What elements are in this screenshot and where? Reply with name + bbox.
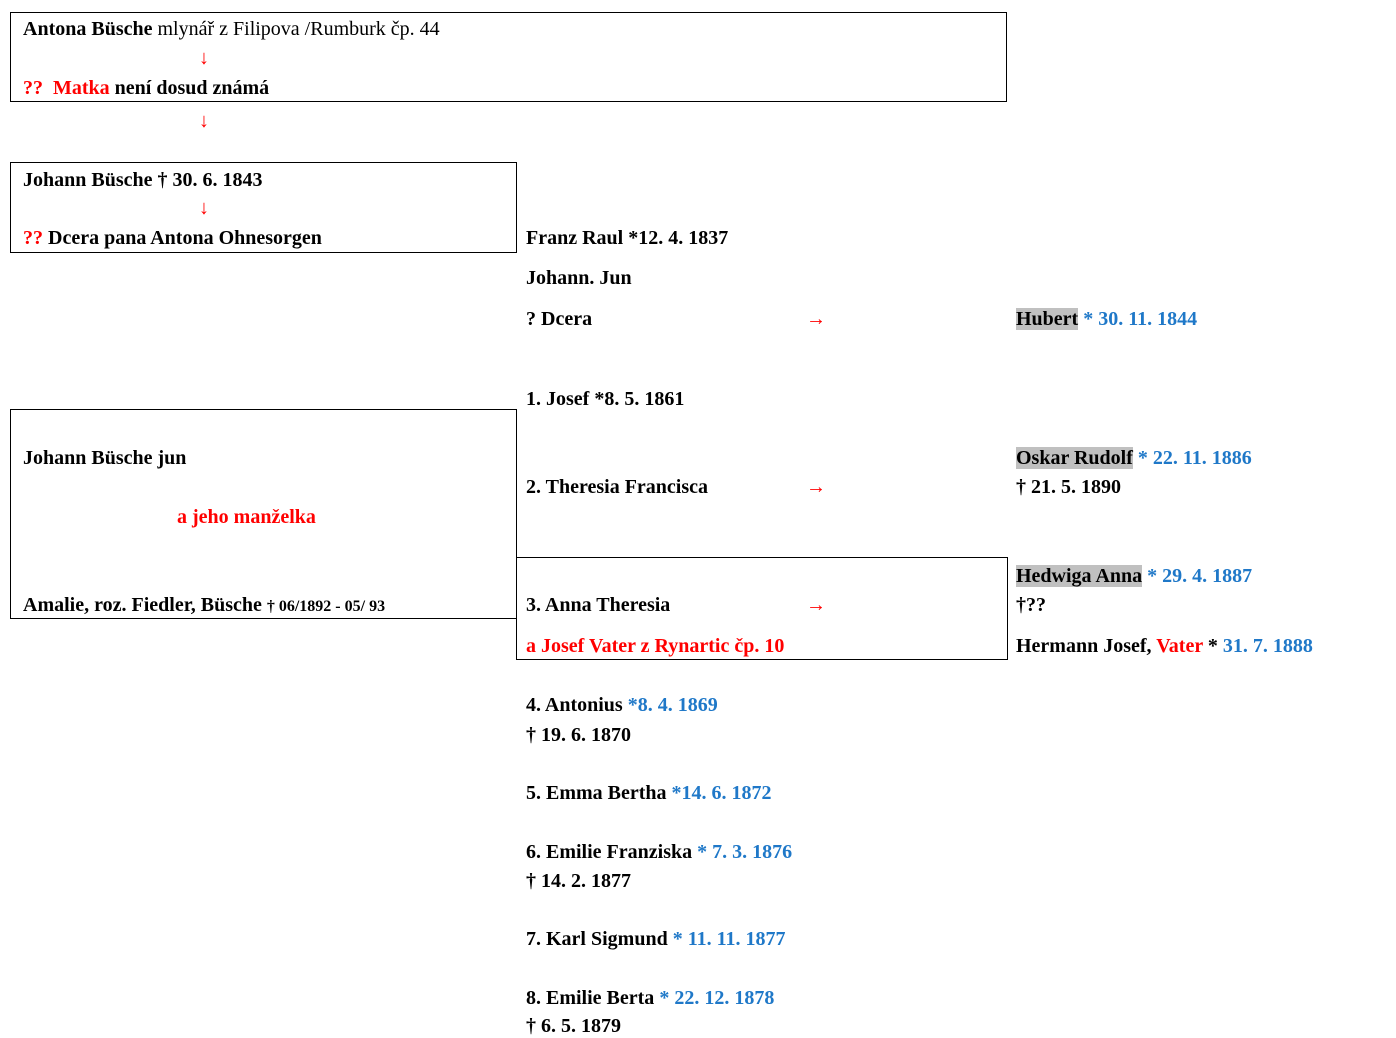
- gen3-wife-name: Amalie, roz. Fiedler, Büsche: [23, 594, 267, 616]
- hubert-birth: * 30. 11. 1844: [1078, 308, 1198, 330]
- child-4-birth: *8. 4. 1869: [627, 694, 718, 716]
- hermann-line: [1016, 634, 1313, 658]
- gen2-wife-rest: Dcera pana Antona Ohnesorgen: [43, 227, 322, 249]
- gen3-and-wife: a jeho manželka: [177, 506, 316, 528]
- oskar-death: † 21. 5. 1890: [1016, 476, 1121, 498]
- gen2-child-3-arrow: →: [806, 308, 826, 330]
- hubert-name: Hubert: [1016, 308, 1079, 330]
- gen1-gen2-arrow: ↓: [199, 110, 209, 132]
- gen2-child-2: Johann. Jun: [526, 267, 632, 289]
- child-3: 3. Anna Theresia: [526, 594, 671, 616]
- gen3-wife-death: † 06/1892 - 05/ 93: [266, 598, 386, 615]
- child-5-birth: *14. 6. 1872: [671, 782, 772, 804]
- hedwiga-death: †??: [1016, 594, 1046, 616]
- child-6-birth: * 7. 3. 1876: [697, 841, 793, 863]
- child-8-death: † 6. 5. 1879: [526, 1015, 621, 1037]
- child-3-arrow: →: [806, 594, 826, 616]
- child-7-line: [526, 927, 786, 951]
- gen1-desc: mlynář z Filipova /Rumburk čp. 44: [152, 18, 440, 40]
- gen2-wife-line: [23, 226, 322, 250]
- gen1-down-arrow: ↓: [199, 47, 209, 69]
- hermann-star: *: [1202, 635, 1223, 657]
- hedwiga-birth: * 29. 4. 1887: [1142, 565, 1253, 587]
- gen1-name: Antona Büsche: [23, 18, 153, 40]
- gen3-husband: Johann Büsche jun: [23, 447, 187, 469]
- gen1-mother-label: Matka: [53, 77, 110, 99]
- child-3-spouse: a Josef Vater z Rynartic čp. 10: [526, 635, 785, 657]
- hermann-birth: 31. 7. 1888: [1222, 635, 1313, 657]
- child-8-name: 8. Emilie Berta: [526, 987, 660, 1009]
- child-2: 2. Theresia Francisca: [526, 476, 709, 498]
- child-4-death: † 19. 6. 1870: [526, 724, 631, 746]
- gen2-name: Johann Büsche † 30. 6. 1843: [23, 169, 263, 191]
- child-8-birth: * 22. 12. 1878: [659, 987, 775, 1009]
- gen1-mother-q: ??: [23, 77, 43, 99]
- gen2-wife-q: ??: [23, 227, 43, 249]
- child-7-birth: * 11. 11. 1877: [672, 928, 786, 950]
- gen1-mother-line: [23, 76, 269, 100]
- child-6-death: † 14. 2. 1877: [526, 870, 631, 892]
- child-2-arrow: →: [806, 476, 826, 498]
- child-8-line: [526, 986, 774, 1010]
- hedwiga-line: [1016, 564, 1252, 588]
- child-5-name: 5. Emma Bertha: [526, 782, 672, 804]
- gen2-child-1: Franz Raul *12. 4. 1837: [526, 227, 729, 249]
- gen2-child-3: ? Dcera: [526, 308, 593, 330]
- oskar-line: [1016, 446, 1252, 470]
- oskar-name: Oskar Rudolf: [1016, 447, 1133, 469]
- gen1-line: [23, 17, 440, 41]
- gen3-wife-line: [23, 593, 385, 619]
- hermann-name: Hermann Josef,: [1016, 635, 1157, 657]
- child-4-name: 4. Antonius: [526, 694, 628, 716]
- oskar-birth: * 22. 11. 1886: [1132, 447, 1252, 469]
- gen1-mother-rest: není dosud známá: [109, 77, 270, 99]
- hubert-line: [1016, 307, 1197, 331]
- child-6-line: [526, 840, 792, 864]
- child-5-line: [526, 781, 772, 805]
- gen2-down-arrow: ↓: [199, 197, 209, 219]
- hermann-vater: Vater: [1156, 635, 1203, 657]
- child-1: 1. Josef *8. 5. 1861: [526, 388, 685, 410]
- child-6-name: 6. Emilie Franziska: [526, 841, 698, 863]
- child-7-name: 7. Karl Sigmund: [526, 928, 673, 950]
- hedwiga-name: Hedwiga Anna: [1016, 565, 1143, 587]
- child-4-line: [526, 693, 718, 717]
